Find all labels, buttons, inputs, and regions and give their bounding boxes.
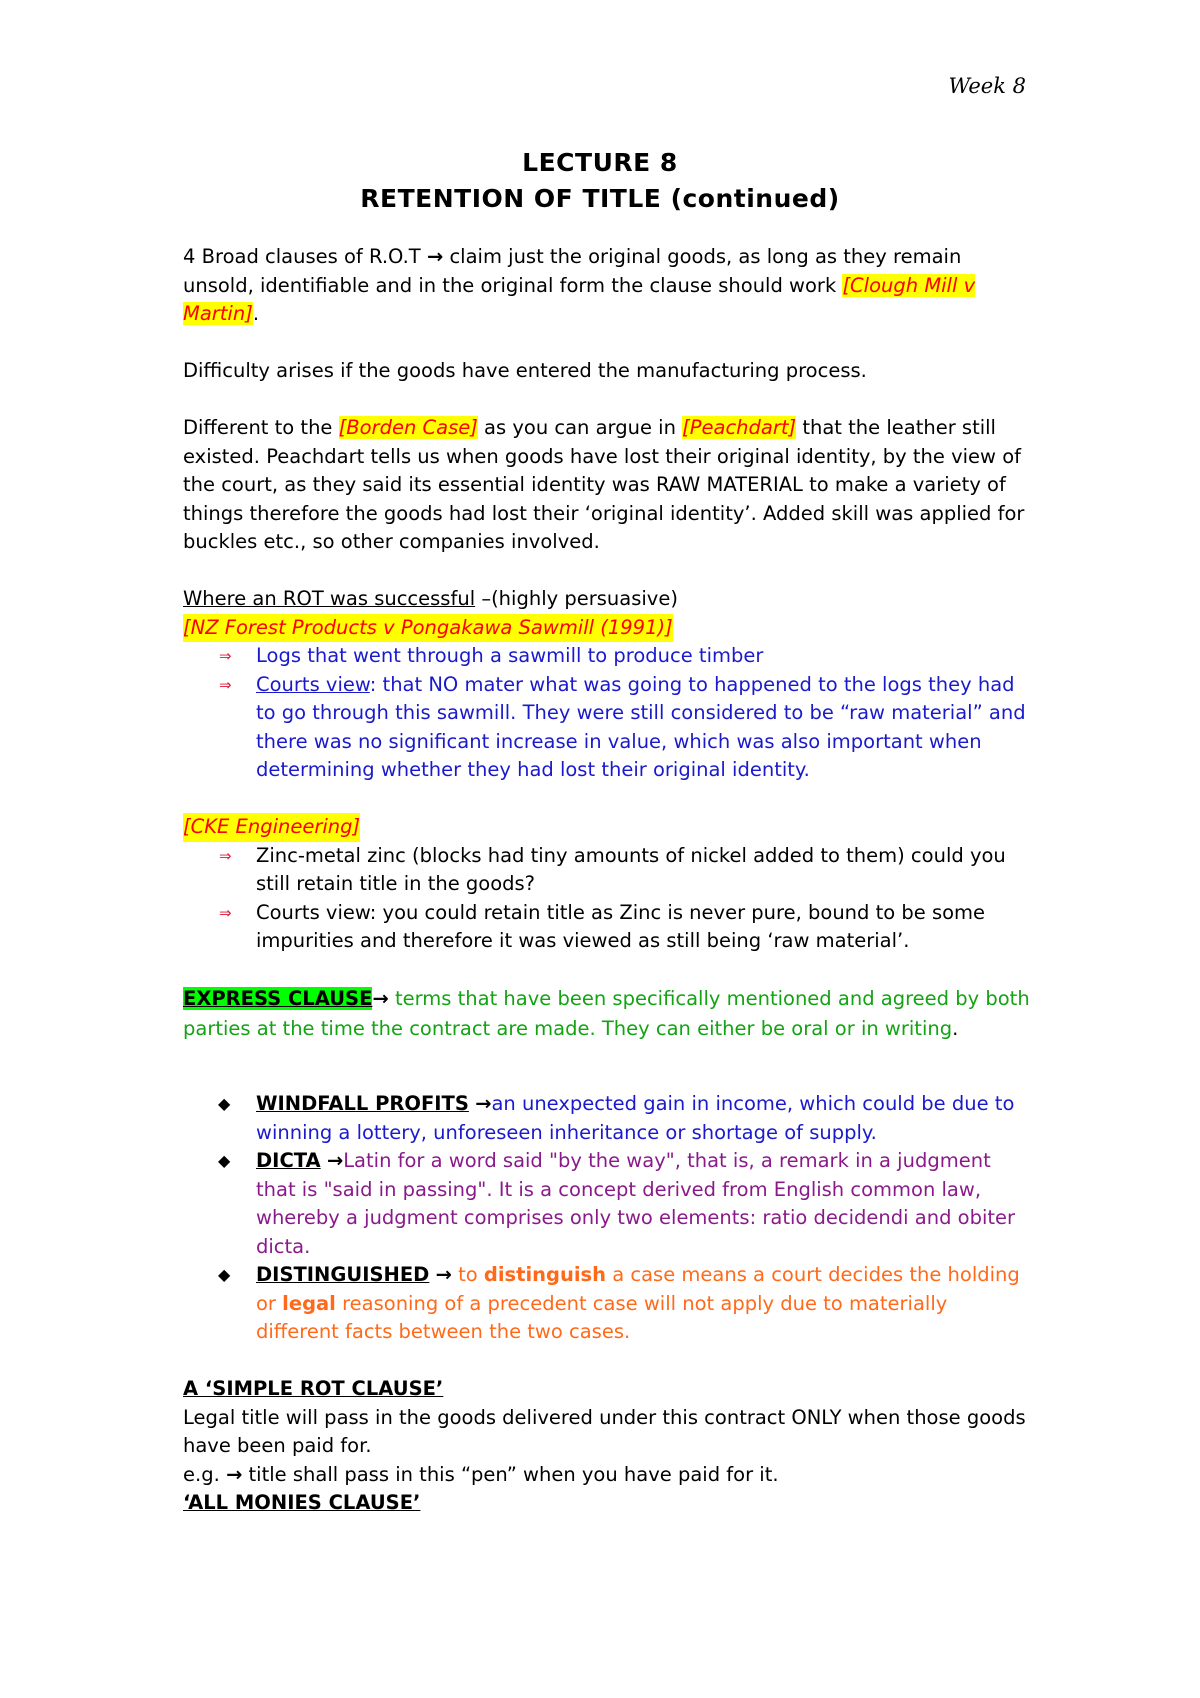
paragraph-express-clause: EXPRESS CLAUSE→ terms that have been specifically mentioned and agreed by both parties at the time the contract are made. They can either be oral or in writing. xyxy=(183,987,1030,1040)
rot-success-heading: Where an ROT was successful –(highly persuasive) xyxy=(183,587,678,610)
terms-list xyxy=(183,1090,1033,1347)
double-arrow-icon: ⇒ xyxy=(219,846,232,865)
arrow-icon: → xyxy=(475,1092,492,1115)
list-item: ⇒ Courts view: that NO mater what was going to happened to the logs they had to go through this sawmill. They were still considered to be “raw material” and there was no significant increase in value, which was also important when determining whether they had lost their original identity. xyxy=(219,672,1026,781)
case-borden: [Borden Case] xyxy=(338,416,478,439)
diamond-icon: ◆ xyxy=(218,1265,231,1284)
lecture-subtitle: RETENTION OF TITLE (continued) xyxy=(360,184,840,213)
case-cke-engineering: [CKE Engineering] xyxy=(183,813,360,842)
express-clause-label: EXPRESS CLAUSE xyxy=(183,987,373,1010)
document-body xyxy=(183,243,1033,1518)
diamond-icon: ◆ xyxy=(218,1151,231,1170)
all-monies-heading: ‘ALL MONIES CLAUSE’ xyxy=(183,1491,421,1514)
arrow-icon: → xyxy=(435,1263,452,1286)
paragraph-broad-clauses: 4 Broad clauses of R.O.T → claim just the original goods, as long as they remain unsold, identifiable and in the original form the clause should work [Clough Mill v Martin]. xyxy=(183,245,976,325)
arrow-icon: → xyxy=(372,987,389,1010)
list-item-windfall: ◆ WINDFALL PROFITS →an unexpected gain in income, which could be due to winning a lottery, unforeseen inheritance or shortage of supply. xyxy=(218,1092,1015,1144)
header-week: Week 8 xyxy=(948,74,1026,98)
arrow-icon: → xyxy=(426,245,444,268)
diamond-icon: ◆ xyxy=(218,1094,231,1113)
case-clough-mill: [Clough Mill v Martin] xyxy=(183,273,976,325)
list-item: ⇒ Logs that went through a sawmill to produce timber xyxy=(256,642,1033,671)
list-item: ⇒ Zinc-metal zinc (blocks had tiny amounts of nickel added to them) could you still retain title in the goods? xyxy=(219,843,1006,895)
double-arrow-icon: ⇒ xyxy=(219,675,232,694)
cke-list xyxy=(183,842,1033,956)
arrow-icon: → xyxy=(326,1149,344,1172)
paragraph-difficulty: Difficulty arises if the goods have entered the manufacturing process. xyxy=(183,359,867,382)
case-peachdart: [Peachdart] xyxy=(682,416,797,439)
nz-forest-list xyxy=(183,642,1033,785)
list-item-distinguished: ◆ DISTINGUISHED → to distinguish a case means a court decides the holding or legal reasoning of a precedent case will not apply due to materially different facts between the two cases. xyxy=(218,1263,1020,1343)
case-nz-forest: [NZ Forest Products v Pongakawa Sawmill (1991)] xyxy=(183,614,673,643)
paragraph-peachdart: Different to the [Borden Case] as you can argue in [Peachdart] that the leather still existed. Peachdart tells us when goods have lost their original identity, by the view of the court, as they said its essential identity was RAW MATERIAL to make a variety of things therefore the goods had lost their ‘original identity’. Added skill was applied for buckles etc., so other companies involved. xyxy=(183,416,1025,553)
double-arrow-icon: ⇒ xyxy=(219,647,232,665)
double-arrow-icon: ⇒ xyxy=(219,903,232,922)
simple-rot-heading: A ‘SIMPLE ROT CLAUSE’ xyxy=(183,1377,444,1400)
simple-rot-text: Legal title will pass in the goods delivered under this contract ONLY when those goods have been paid for. xyxy=(183,1405,1026,1457)
lecture-title: LECTURE 8 xyxy=(522,148,678,177)
simple-rot-example: e.g. → title shall pass in this “pen” when you have paid for it. xyxy=(183,1462,779,1486)
list-item: ⇒ Courts view: you could retain title as Zinc is never pure, bound to be some impurities and therefore it was viewed as still being ‘raw material’. xyxy=(219,900,986,952)
list-item-dicta: ◆ DICTA →Latin for a word said "by the way", that is, a remark in a judgment that is "said in passing". It is a concept derived from English common law, whereby a judgment comprises only two elements: ratio decidendi and obiter dicta. xyxy=(218,1149,1016,1258)
arrow-icon: → xyxy=(225,1462,243,1486)
